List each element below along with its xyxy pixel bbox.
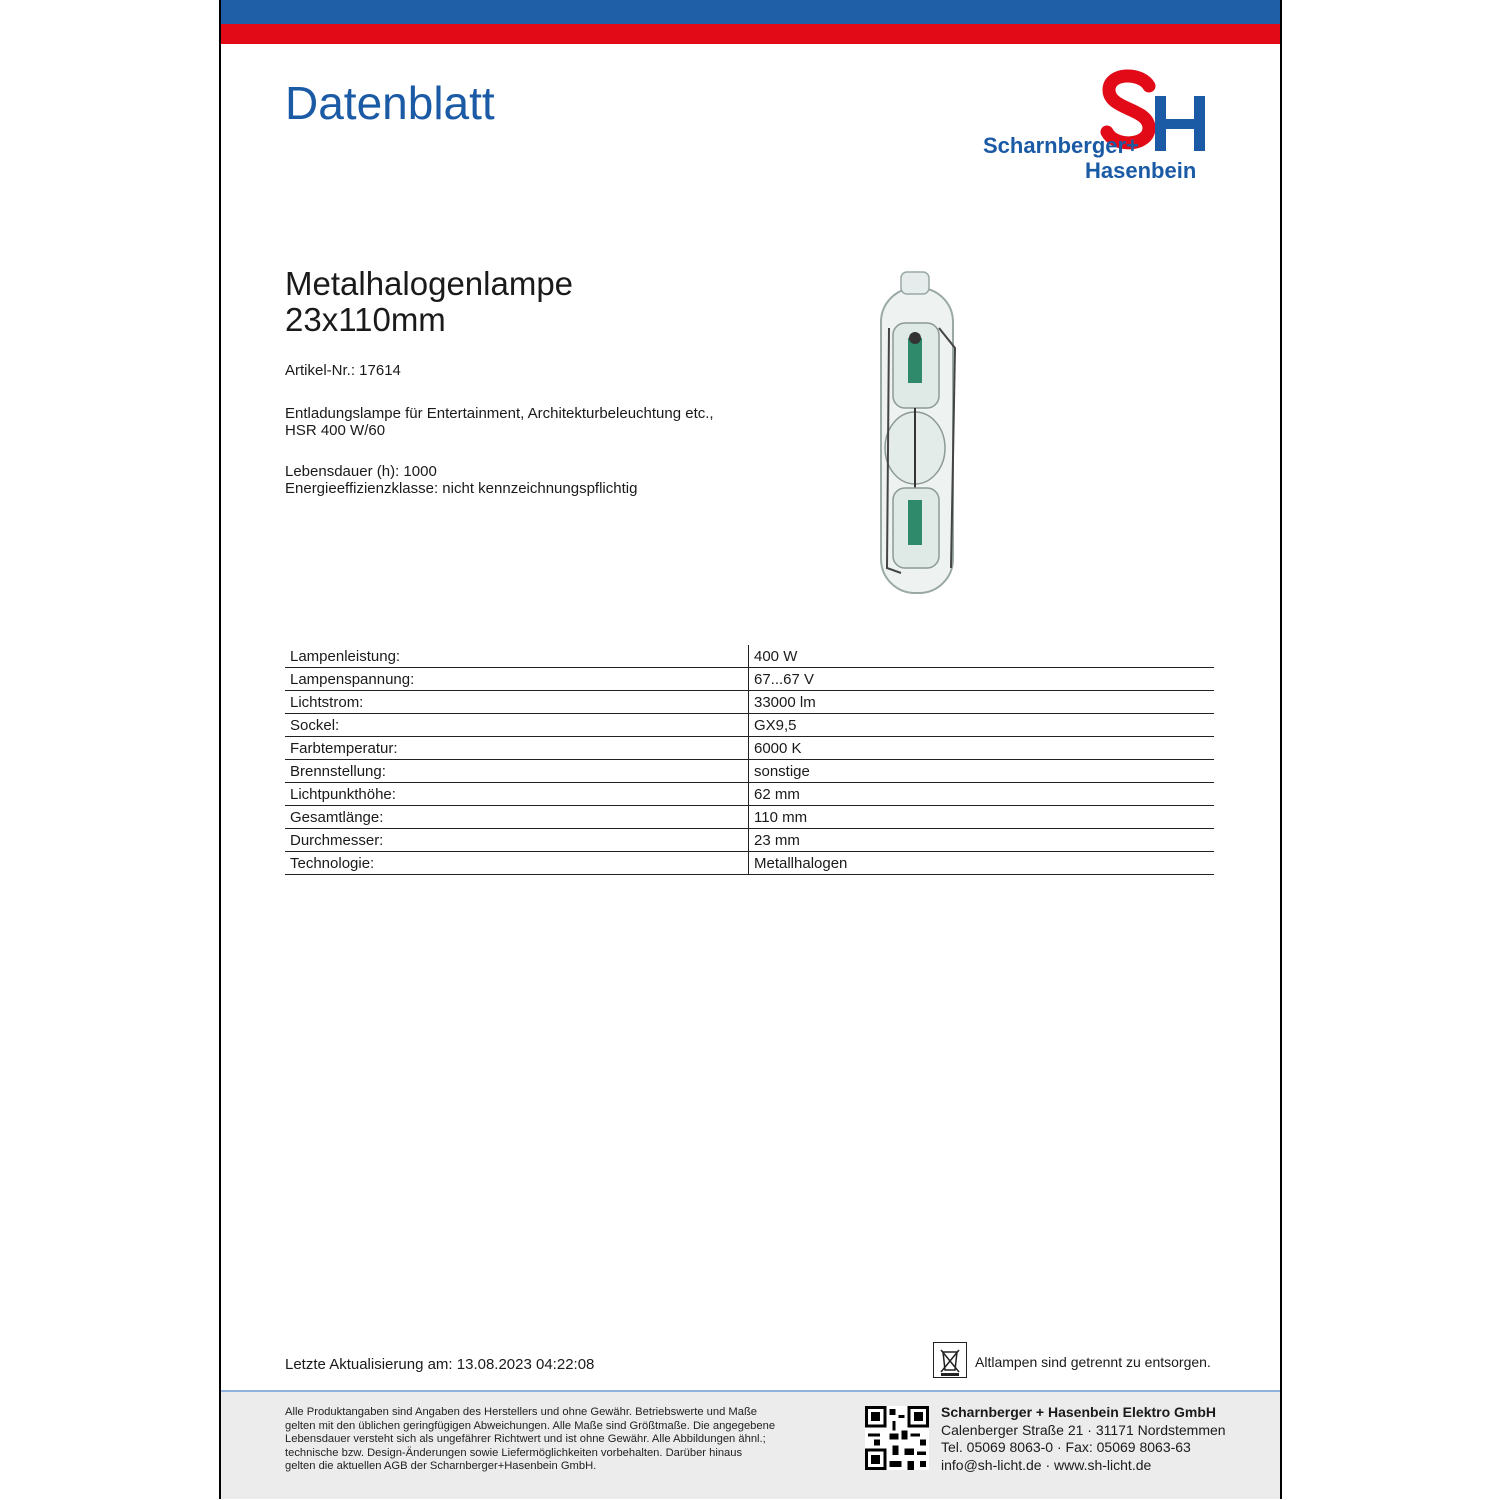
disclaimer-line: gelten mit den üblichen geringfügigen Abweichungen. Alle Maße sind Größtmaße. Die angegebene xyxy=(285,1419,776,1432)
disclaimer-line: gelten die aktuellen AGB der Scharnberger+Hasenbein GmbH. xyxy=(285,1460,597,1472)
product-title-line1: Metalhalogenlampe xyxy=(285,265,574,302)
lamp-image xyxy=(861,268,971,603)
spec-row xyxy=(285,737,1214,760)
header-band-red xyxy=(221,24,1280,44)
header-band-blue xyxy=(221,0,1280,24)
logo-text-line1: Scharnberger+ xyxy=(983,133,1139,158)
spec-label: Lampenspannung: xyxy=(285,668,749,691)
company-web: info@sh-licht.de · www.sh-licht.de xyxy=(941,1456,1152,1473)
spec-value: 33000 lm xyxy=(749,691,1215,714)
disposal-note: Altlampen sind getrennt zu entsorgen. xyxy=(975,1354,1211,1370)
spec-label: Lichtpunkthöhe: xyxy=(285,783,749,806)
page-title: Datenblatt xyxy=(285,77,495,129)
company-phone: Tel. 05069 8063-0 · Fax: 05069 8063-63 xyxy=(941,1439,1191,1455)
spec-label: Lichtstrom: xyxy=(285,691,749,714)
description-line1: Entladungslampe für Entertainment, Architekturbeleuchtung etc., xyxy=(285,405,714,422)
logo-text-line2: Hasenbein xyxy=(1085,158,1197,183)
spec-label: Brennstellung: xyxy=(285,760,749,783)
disclaimer-line: Lebensdauer versteht sich als ungefährer Richtwert und ist ohne Gewähr. Alle Abbildungen ähnl.; xyxy=(285,1433,766,1445)
qr-code-icon xyxy=(865,1406,929,1470)
waste-bin-icon xyxy=(933,1342,967,1378)
last-update: Letzte Aktualisierung am: 13.08.2023 04:22:08 xyxy=(285,1356,595,1373)
spec-value: Metallhalogen xyxy=(749,852,1215,875)
spec-row xyxy=(285,760,1214,783)
spec-table xyxy=(285,645,1214,875)
spec-row xyxy=(285,852,1214,875)
spec-row xyxy=(285,829,1214,852)
article-number: Artikel-Nr.: 17614 xyxy=(285,362,401,379)
spec-label: Gesamtlänge: xyxy=(285,806,749,829)
footer xyxy=(221,1390,1280,1499)
spec-value: 400 W xyxy=(749,645,1215,668)
spec-label: Farbtemperatur: xyxy=(285,737,749,760)
spec-label: Technologie: xyxy=(285,852,749,875)
spec-row xyxy=(285,645,1214,668)
product-title xyxy=(285,266,573,338)
spec-row xyxy=(285,783,1214,806)
spec-value: 67...67 V xyxy=(749,668,1215,691)
disclaimer-line: technische bzw. Design-Änderungen sowie Liefermöglichkeiten vorbehalten. Darüber hinaus xyxy=(285,1446,743,1459)
company-address: Calenberger Straße 21 · 31171 Nordstemmen xyxy=(941,1421,1226,1438)
disclaimer xyxy=(285,1406,815,1474)
datasheet-page xyxy=(219,0,1282,1499)
company-name: Scharnberger + Hasenbein Elektro GmbH xyxy=(941,1404,1217,1420)
spec-value: 62 mm xyxy=(749,783,1215,806)
spec-label: Durchmesser: xyxy=(285,829,749,852)
energy-class: Energieeffizienzklasse: nicht kennzeichnungspflichtig xyxy=(285,480,638,497)
company-info xyxy=(941,1404,1226,1474)
description-line2: HSR 400 W/60 xyxy=(285,422,386,439)
lifetime: Lebensdauer (h): 1000 xyxy=(285,463,437,480)
spec-value: 23 mm xyxy=(749,829,1215,852)
spec-label: Sockel: xyxy=(285,714,749,737)
spec-value: sonstige xyxy=(749,760,1215,783)
spec-value: GX9,5 xyxy=(749,714,1215,737)
disclaimer-line: Alle Produktangaben sind Angaben des Herstellers und ohne Gewähr. Betriebswerte und Maße xyxy=(285,1406,758,1418)
spec-value: 110 mm xyxy=(749,806,1215,829)
spec-label: Lampenleistung: xyxy=(285,645,749,668)
product-title-line2: 23x110mm xyxy=(285,301,446,338)
spec-value: 6000 K xyxy=(749,737,1215,760)
spec-row xyxy=(285,806,1214,829)
spec-row xyxy=(285,691,1214,714)
spec-row xyxy=(285,714,1214,737)
spec-row xyxy=(285,668,1214,691)
